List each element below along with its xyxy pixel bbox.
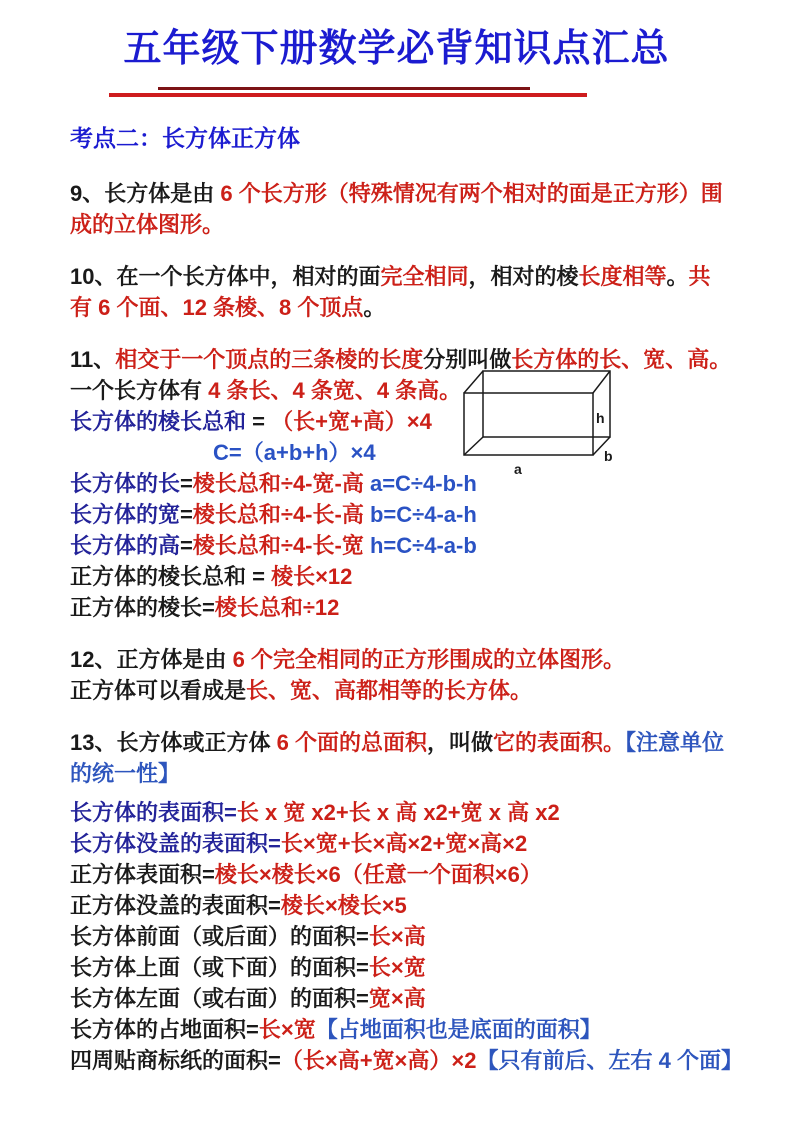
text-segment: 长方体的高 — [70, 533, 181, 558]
text-segment: 6 个长方形（特殊情况有两个相对的面是正方形）围 — [220, 181, 723, 206]
point-13 — [70, 727, 763, 789]
text-segment: 棱长总和÷12 — [214, 595, 340, 620]
text-line — [70, 344, 763, 375]
text-segment: 长 x 宽 x2+长 x 高 x2+宽 x 高 x2 — [236, 800, 560, 825]
text-segment: 12、正方体是由 — [70, 647, 233, 672]
text-line — [70, 828, 763, 859]
text-segment: 棱长总和÷4-长-高 — [192, 502, 364, 527]
point-9 — [70, 178, 763, 240]
cuboid-edge-top-right — [593, 371, 610, 393]
text-segment: h=C÷4-a-b — [363, 533, 477, 558]
text-segment: 一个长方体有 — [70, 378, 209, 403]
text-line — [70, 983, 763, 1014]
text-segment: 。 — [666, 264, 689, 289]
text-segment: 6 个面的总面积 — [276, 730, 427, 755]
point-11 — [70, 344, 763, 623]
text-segment: ，叫做 — [426, 730, 493, 755]
text-segment: （长+宽+高）×4 — [271, 409, 432, 434]
text-line — [70, 644, 763, 675]
text-segment: 长×宽 — [368, 955, 426, 980]
text-segment: = — [246, 409, 272, 434]
text-segment: 。 — [363, 295, 386, 320]
text-segment: 正方体的棱长总和 = — [70, 564, 272, 589]
text-line — [70, 859, 763, 890]
text-line — [70, 468, 763, 499]
text-line — [70, 375, 763, 406]
text-segment: 长方体的占地面积= — [70, 1017, 259, 1042]
content-body — [70, 178, 763, 1076]
text-segment: 相交于一个顶点的三条棱的长度 — [115, 347, 424, 372]
text-segment: 四周贴商标纸的面积= — [70, 1048, 281, 1073]
text-line — [70, 797, 763, 828]
text-segment: 正方体的棱长= — [70, 595, 215, 620]
text-segment: 10、在一个长方体中，相对的面 — [70, 264, 381, 289]
text-segment: 分别叫做 — [423, 347, 512, 372]
text-line — [70, 758, 763, 789]
text-segment: 长方体没盖的表面积= — [70, 831, 281, 856]
point-12 — [70, 644, 763, 706]
text-line — [70, 1045, 763, 1076]
text-line — [70, 561, 763, 592]
text-segment: 长方体的棱长总和 — [70, 409, 247, 434]
text-line — [70, 952, 763, 983]
text-segment: 长方体上面（或下面）的面积= — [70, 955, 369, 980]
surface-area-formulas — [70, 797, 763, 1076]
text-line — [70, 1014, 763, 1045]
page-title: 五年级下册数学必背知识点汇总 — [123, 28, 670, 70]
text-segment: 长×高 — [368, 924, 426, 949]
text-segment: 长×宽 — [258, 1017, 316, 1042]
text-segment: C=（a+b+h）×4 — [213, 440, 376, 465]
text-segment: 成的立体图形。 — [70, 212, 225, 237]
text-line — [70, 209, 763, 240]
text-line — [70, 890, 763, 921]
text-segment: = — [180, 502, 193, 527]
text-segment: b=C÷4-a-h — [363, 502, 477, 527]
cuboid-edge-top-left — [464, 371, 483, 393]
text-segment: a=C÷4-b-h — [363, 471, 477, 496]
text-segment: （长×高+宽×高）×2 — [280, 1048, 477, 1073]
text-segment: 正方体可以看成是 — [70, 678, 247, 703]
text-segment: 长方体前面（或后面）的面积= — [70, 924, 369, 949]
text-segment: 棱长×棱长×5 — [280, 893, 407, 918]
text-line — [70, 292, 763, 323]
text-line — [70, 921, 763, 952]
text-segment: 正方体没盖的表面积= — [70, 893, 281, 918]
section-heading: 考点二：长方体正方体 — [70, 125, 300, 151]
text-segment: 长方体的宽 — [70, 502, 181, 527]
text-segment: 共 — [688, 264, 711, 289]
text-segment: 棱长总和÷4-长-宽 — [192, 533, 364, 558]
text-segment: 正方体表面积= — [70, 862, 215, 887]
text-segment: 长方体的长 — [70, 471, 181, 496]
document-body — [0, 123, 793, 1076]
text-segment: 棱长×棱长×6（任意一个面积×6） — [214, 862, 542, 887]
text-segment: 它的表面积。 — [492, 730, 625, 755]
text-segment: 6 个完全相同的正方形围成的立体图形。 — [232, 647, 625, 672]
cuboid-back-face — [483, 371, 610, 437]
text-segment: 长方体左面（或右面）的面积= — [70, 986, 369, 1011]
text-segment: 9、长方体是由 — [70, 181, 221, 206]
text-line — [70, 592, 763, 623]
text-line — [70, 530, 763, 561]
text-segment: 【注意单位 — [624, 730, 724, 755]
text-segment: 棱长总和÷4-宽-高 — [192, 471, 364, 496]
title-underline-bright — [109, 93, 587, 97]
text-segment: 长、宽、高都相等的长方体。 — [246, 678, 533, 703]
title-underline-thin — [158, 87, 530, 90]
text-line — [70, 178, 763, 209]
cuboid-label-length: a — [514, 461, 522, 477]
text-segment: = — [180, 533, 193, 558]
text-line — [70, 499, 763, 530]
text-segment: 【占地面积也是底面的面积】 — [315, 1017, 602, 1042]
text-segment: 长度相等 — [578, 264, 667, 289]
text-line — [70, 727, 763, 758]
text-segment: 棱长×12 — [271, 564, 353, 589]
text-segment: 完全相同 — [380, 264, 469, 289]
text-line — [70, 406, 763, 437]
text-segment: 4 条长、4 条宽、4 条高。 — [208, 378, 462, 403]
text-line — [70, 675, 763, 706]
text-segment: 长方体的长、宽、高。 — [511, 347, 732, 372]
cuboid-edges — [464, 371, 610, 455]
text-segment: ，相对的棱 — [468, 264, 579, 289]
cuboid-diagram — [450, 360, 622, 478]
text-segment: 有 6 个面、12 条棱、8 个顶点 — [70, 295, 364, 320]
text-segment: = — [180, 471, 193, 496]
text-segment: 的统一性】 — [70, 761, 181, 786]
text-segment: 长方体的表面积= — [70, 800, 237, 825]
text-line — [70, 261, 763, 292]
cuboid-edge-bottom-left — [464, 437, 483, 455]
text-segment: 宽×高 — [368, 986, 426, 1011]
text-line — [70, 437, 763, 468]
text-segment: 11、 — [70, 347, 116, 372]
point-10 — [70, 261, 763, 323]
cuboid-label-height: h — [596, 410, 605, 426]
text-segment: 13、长方体或正方体 — [70, 730, 277, 755]
cuboid-label-width: b — [604, 448, 613, 464]
text-segment: 【只有前后、左右 4 个面】 — [476, 1048, 743, 1073]
text-segment: 长×宽+长×高×2+宽×高×2 — [280, 831, 528, 856]
